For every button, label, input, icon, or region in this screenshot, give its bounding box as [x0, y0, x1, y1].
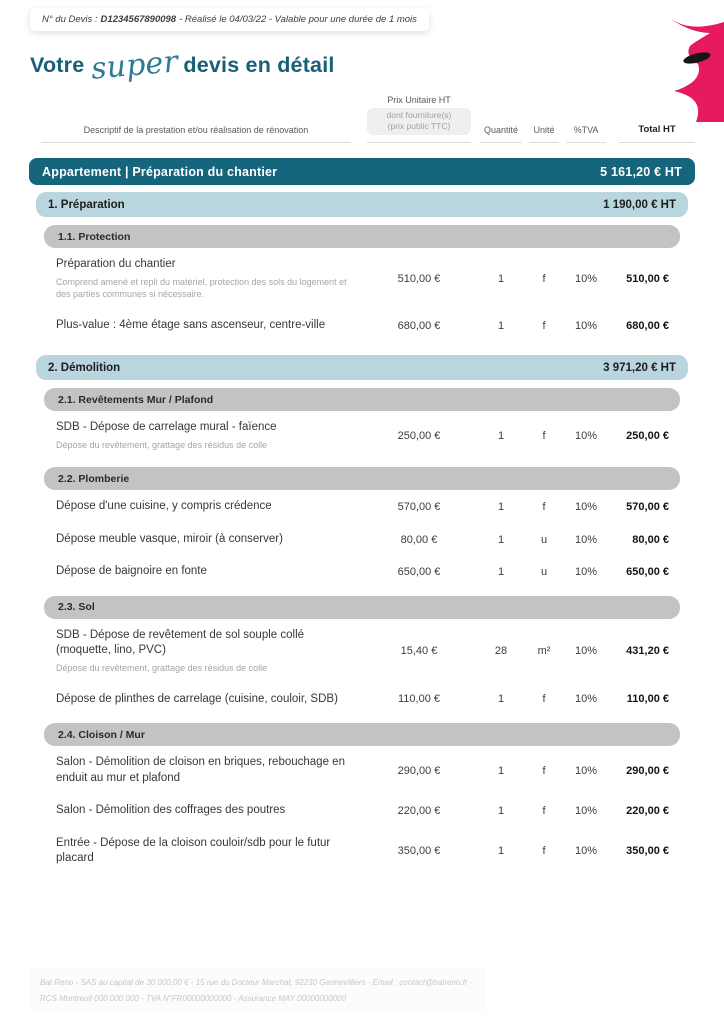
subsection-header-bar [44, 388, 680, 411]
section-block [29, 355, 695, 874]
item-unit: f [542, 319, 546, 332]
section-total: 3 971,20 € HT [603, 361, 676, 374]
item-qty: 1 [497, 804, 505, 817]
item-total: 250,00 € [626, 429, 669, 442]
table-row [29, 490, 695, 523]
item-tva: 10% [574, 804, 598, 817]
devis-table [29, 95, 695, 875]
item-title: Plus-value : 4ème étage sans ascenseur, centre-ville [56, 318, 326, 331]
unit-price-note: dont fourniture(s) (prix public TTC) [367, 108, 471, 135]
table-row [29, 619, 695, 683]
item-title: Préparation du chantier [56, 258, 176, 271]
subsection-title: 1.1. Protection [58, 230, 131, 243]
item-description-cell [29, 318, 363, 334]
table-row [29, 523, 695, 556]
item-title: SDB - Dépose de carrelage mural - faïence [56, 421, 277, 434]
item-unit: f [542, 693, 546, 706]
table-row [29, 683, 695, 716]
table-row [29, 827, 695, 875]
item-description-cell [29, 755, 363, 786]
item-qty: 1 [497, 429, 505, 442]
item-unit-price: 350,00 € [397, 845, 441, 858]
table-body [29, 192, 695, 875]
item-total: 431,20 € [626, 645, 669, 658]
section-title: 1. Préparation [48, 198, 125, 211]
item-tva: 10% [574, 319, 598, 332]
item-tva: 10% [574, 845, 598, 858]
item-total: 350,00 € [626, 845, 669, 858]
page-title [30, 45, 724, 93]
item-description-cell [29, 692, 363, 708]
table-row [29, 411, 695, 459]
item-tva: 10% [574, 645, 598, 658]
item-unit-price: 570,00 € [397, 501, 441, 514]
item-description-cell [29, 803, 363, 819]
devis-number: D1234567890098 [100, 14, 177, 25]
item-title: Dépose de baignoire en fonte [56, 565, 207, 578]
section-title: 2. Démolition [48, 361, 121, 374]
item-description-cell [29, 628, 363, 675]
item-unit: u [540, 533, 548, 546]
section-header-bar [36, 355, 688, 380]
col-header-unit: Unité [529, 125, 559, 143]
item-title: Salon - Démolition des coffrages des poutres [56, 804, 286, 817]
item-title: Dépose meuble vasque, miroir (à conserver) [56, 532, 283, 545]
brand-logo-icon [654, 10, 724, 122]
item-unit-price: 80,00 € [400, 533, 438, 546]
subsection-title: 2.2. Plomberie [58, 472, 130, 485]
item-unit-price: 220,00 € [397, 804, 441, 817]
col-header-qty: Quantité [480, 125, 522, 143]
item-unit-price: 15,40 € [400, 645, 438, 658]
group-header-bar [29, 158, 695, 185]
item-total: 80,00 € [632, 533, 669, 546]
item-total: 680,00 € [626, 319, 669, 332]
item-tva: 10% [574, 764, 598, 777]
item-unit: u [540, 566, 548, 579]
devis-validity: - Réalisé le 04/03/22 - Valable pour une durée de 1 mois [179, 14, 417, 25]
item-title: Entrée - Dépose de la cloison couloir/sdb pour le futur placard [56, 836, 331, 865]
item-total: 570,00 € [626, 501, 669, 514]
item-qty: 1 [497, 272, 505, 285]
item-unit-price: 290,00 € [397, 764, 441, 777]
item-subtext: Dépose du revêtement, grattage des résidus de colle [56, 663, 268, 673]
item-tva: 10% [574, 693, 598, 706]
item-title: SDB - Dépose de revêtement de sol souple collé (moquette, lino, PVC) [56, 628, 305, 657]
item-unit-price: 650,00 € [397, 566, 441, 579]
subsection-title: 2.1. Revêtements Mur / Plafond [58, 393, 214, 406]
item-qty: 1 [497, 845, 505, 858]
item-qty: 1 [497, 319, 505, 332]
group-total: 5 161,20 € HT [600, 164, 682, 179]
item-subtext: Dépose du revêtement, grattage des résidus de colle [56, 439, 268, 450]
item-unit: f [542, 501, 546, 514]
item-tva: 10% [574, 566, 598, 579]
item-qty: 1 [497, 566, 505, 579]
group-title: Appartement | Préparation du chantier [42, 164, 278, 179]
subsection-title: 2.4. Cloison / Mur [58, 728, 145, 741]
item-tva: 10% [574, 533, 598, 546]
section-total: 1 190,00 € HT [603, 198, 676, 211]
title-script-word: super [90, 44, 180, 87]
col-header-total: Total HT [619, 124, 695, 143]
item-title: Dépose d'une cuisine, y compris crédence [56, 500, 272, 513]
item-qty: 1 [497, 764, 505, 777]
table-row [29, 555, 695, 588]
subsection-header-bar [44, 596, 680, 619]
item-unit-price: 680,00 € [397, 319, 441, 332]
table-row [29, 746, 695, 794]
item-tva: 10% [574, 429, 598, 442]
devis-label: N° du Devis : [42, 14, 98, 25]
item-description-cell [29, 420, 363, 451]
table-row [29, 248, 695, 309]
item-description-cell [29, 257, 363, 301]
item-unit: m² [537, 645, 551, 658]
item-subtext: Comprend amené et repli du matériel, protection des sols du logement et des parties communes si nécessaire. [56, 276, 347, 300]
item-total: 510,00 € [626, 272, 669, 285]
unit-price-line1: Prix Unitaire HT [387, 95, 451, 105]
item-description-cell [29, 564, 363, 580]
table-header-row [29, 95, 695, 143]
item-description-cell [29, 532, 363, 548]
footer-legal: Bat Reno - SAS au capital de 30 000,00 € - 15 rue du Docteur Marchal, 92230 Gennevilliers - Email : contact@batreno.fr - RCS Montreuil 000 000 000 - TVA N°FR00000000000 - Assurance MAY 00000000000 [30, 968, 486, 1014]
subsection-title: 2.3. Sol [58, 601, 95, 614]
item-qty: 28 [494, 645, 508, 658]
item-unit-price: 110,00 € [397, 693, 440, 706]
table-row [29, 309, 695, 342]
item-qty: 1 [497, 501, 505, 514]
item-qty: 1 [497, 693, 505, 706]
item-unit: f [542, 272, 546, 285]
title-post: devis en détail [183, 53, 335, 77]
devis-reference-box [30, 8, 429, 31]
item-total: 290,00 € [626, 764, 669, 777]
item-unit: f [542, 764, 546, 777]
item-total: 110,00 € [626, 693, 669, 706]
item-title: Dépose de plinthes de carrelage (cuisine, couloir, SDB) [56, 692, 338, 705]
item-total: 220,00 € [626, 804, 669, 817]
item-unit-price: 510,00 € [397, 272, 441, 285]
item-total: 650,00 € [626, 566, 669, 579]
item-qty: 1 [497, 533, 505, 546]
item-unit-price: 250,00 € [397, 429, 441, 442]
subsection-header-bar [44, 225, 680, 248]
col-header-descriptif: Descriptif de la prestation et/ou réalisation de rénovation [41, 125, 351, 143]
item-unit: f [542, 845, 546, 858]
item-unit: f [542, 429, 546, 442]
col-header-unit-price [367, 95, 471, 143]
subsection-header-bar [44, 467, 680, 490]
item-tva: 10% [574, 501, 598, 514]
item-description-cell [29, 836, 363, 867]
item-description-cell [29, 499, 363, 515]
title-pre: Votre [30, 53, 85, 77]
subsection-header-bar [44, 723, 680, 746]
table-row [29, 794, 695, 827]
col-header-tva: %TVA [566, 125, 606, 143]
section-block [29, 192, 695, 341]
section-header-bar [36, 192, 688, 217]
item-unit: f [542, 804, 546, 817]
item-tva: 10% [574, 272, 598, 285]
item-title: Salon - Démolition de cloison en briques, rebouchage en enduit au mur et plafond [56, 756, 345, 784]
